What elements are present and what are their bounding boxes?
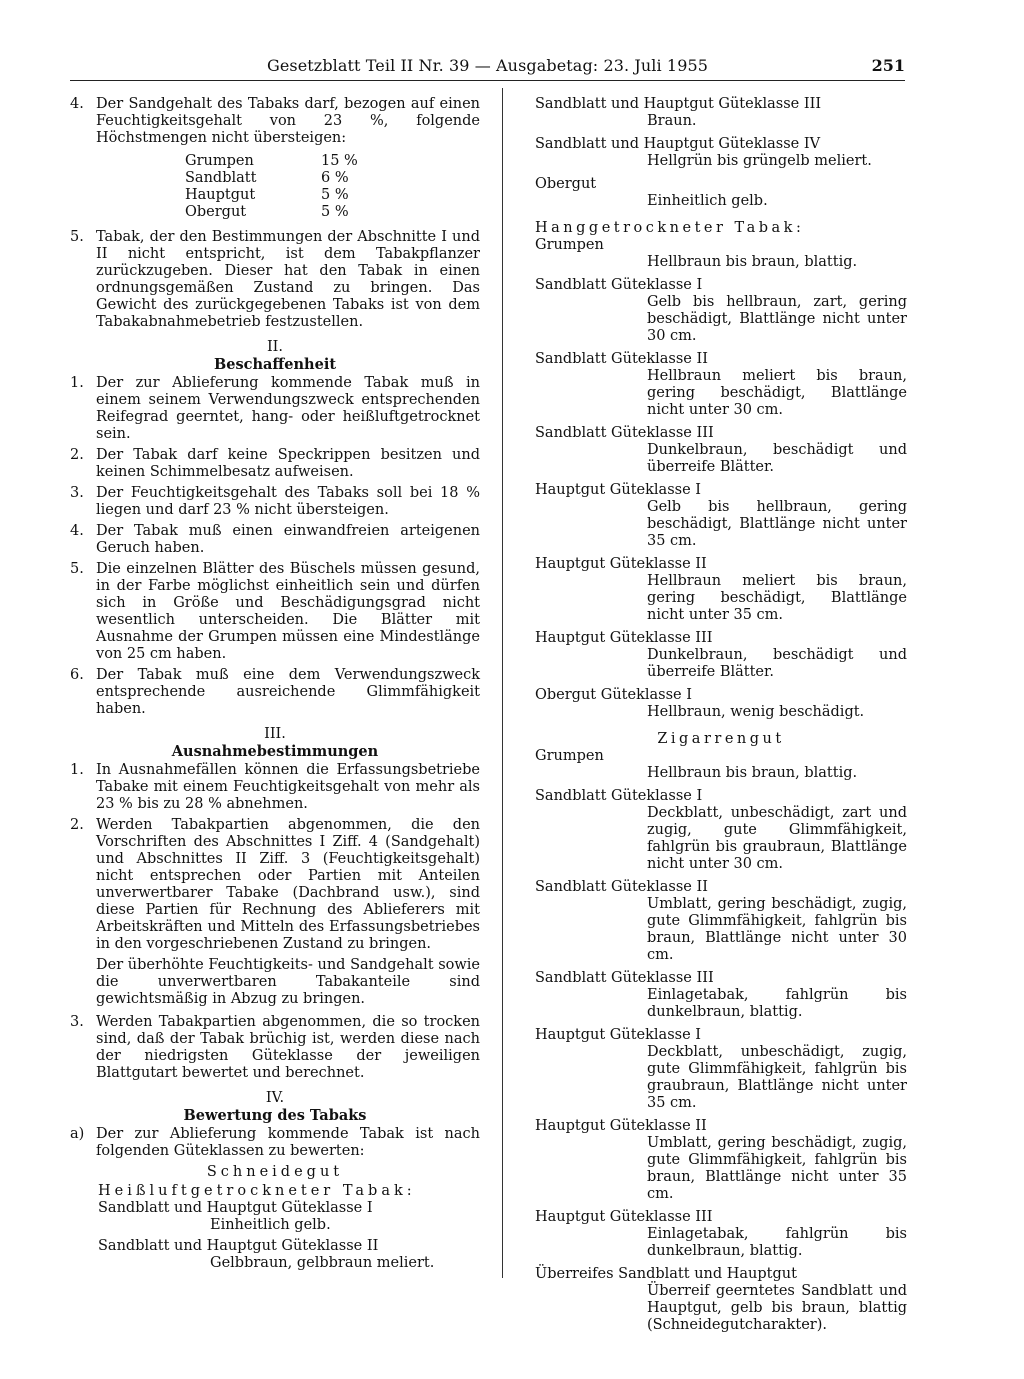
grade-label: Sandblatt Güteklasse I [535,277,703,293]
grade-label: Obergut [535,176,597,192]
grade-description: Dunkelbraun, beschädigt und überreife Blätter. [647,647,907,680]
left-column [70,96,480,1276]
grade-description: Umblatt, gering beschädigt, zugig, gute Glimmfähigkeit, fahlgrün bis braun, Blattlänge nicht unter 30 cm. [647,896,907,963]
grade-label: Hauptgut Güteklasse I [535,1027,701,1043]
section-number: II. [266,339,284,355]
grade-description: Gelbbraun, gelbbraun meliert. [210,1255,435,1271]
list-item [70,447,480,481]
list-item [70,817,480,953]
grade-label: Sandblatt Güteklasse II [535,351,708,367]
grade-label: Hauptgut Güteklasse II [535,556,707,572]
list-item [70,96,480,147]
item-number: 6. [70,667,84,683]
grade-label: Hauptgut Güteklasse II [535,1118,707,1134]
grade-description: Einheitlich gelb. [210,1217,331,1233]
grade-label: Sandblatt und Hauptgut Güteklasse I [98,1200,373,1216]
list-item [70,1014,480,1082]
grade-label: Hauptgut Güteklasse I [535,482,701,498]
limit-value: 5 % [321,204,349,220]
grade-description: Deckblatt, unbeschädigt, zugig, gute Glimmfähigkeit, fahlgrün bis graubraun, Blattlänge nicht unter 35 cm. [647,1044,907,1111]
item-number: 3. [70,485,84,501]
right-column [535,96,907,1340]
item-text: In Ausnahmefällen können die Erfassungsbetriebe Tabake mit einem Feuchtigkeitsgehalt von mehr als 23 % bis zu 28 % abnehmen. [96,762,480,812]
item-number: 1. [70,375,84,391]
item-number: 2. [70,447,84,463]
grade-description: Einlagetabak, fahlgrün bis dunkelbraun, blattig. [647,987,907,1020]
grade-description: Hellbraun, wenig beschädigt. [647,704,865,720]
grade-description: Einheitlich gelb. [647,193,768,209]
page-number: 251 [871,56,905,75]
item-number: 4. [70,523,84,539]
grade-label: Sandblatt Güteklasse III [535,970,714,986]
grade-description: Hellgrün bis grüngelb meliert. [647,153,872,169]
item-number: 3. [70,1014,84,1030]
limit-value: 15 % [321,153,358,169]
item-text: Werden Tabakpartien abgenommen, die den Vorschriften des Abschnittes I Ziff. 4 (Sandgehalt) und Abschnittes II Ziff. 3 (Feuchtigkeitsgehalt) nicht entsprechen oder Partien mit Anteilen unverwertbarer Tabake (Dachbrand usw.), sind diese Partien für Rechnung des Ablieferers mit Arbeitskräften und Mitteln des Erfassungsbetriebes in den vorgeschriebenen Zustand zu bringen. [96,817,480,952]
grade-label: Sandblatt und Hauptgut Güteklasse II [98,1238,379,1254]
list-item [70,762,480,813]
section-title: Ausnahmebestimmungen [171,743,379,760]
item-text: Der zur Ablieferung kommende Tabak ist nach folgenden Güteklassen zu bewerten: [96,1126,480,1159]
list-item [70,667,480,718]
grade-label: Grumpen [535,237,604,253]
subsection-heading: Schneidegut [206,1164,344,1180]
item-number: 2. [70,817,84,833]
grade-label: Sandblatt und Hauptgut Güteklasse IV [535,136,821,152]
section-number: III. [264,726,286,742]
list-item [70,229,480,331]
grade-description: Hellbraun bis braun, blattig. [647,254,858,270]
item-number: 4. [70,96,84,112]
grade-description: Deckblatt, unbeschädigt, zart und zugig, gute Glimmfähigkeit, fahlgrün bis graubraun, Blattlänge nicht unter 30 cm. [647,805,907,872]
limit-label: Obergut [185,204,247,220]
list-item [70,1126,480,1160]
item-number: a) [70,1126,85,1142]
header-title: Gesetzblatt Teil II Nr. 39 — Ausgabetag: 23. Juli 1955 [266,56,709,75]
header-rule [70,80,905,81]
limit-label: Grumpen [185,153,254,169]
grade-label: Sandblatt Güteklasse II [535,879,708,895]
list-item [70,375,480,443]
item-number: 1. [70,762,84,778]
grade-description: Überreif geerntetes Sandblatt und Hauptgut, gelb bis braun, blattig (Schneidegutcharakter). [647,1283,907,1333]
item-number: 5. [70,229,84,245]
section-title: Bewertung des Tabaks [183,1107,367,1124]
item-text: Tabak, der den Bestimmungen der Abschnitte I und II nicht entspricht, ist dem Tabakpflanzer zurückzugeben. Dieser hat den Tabak in einen ordnungsgemäßen Zustand zu bringen. Das Gewicht des zurückgegebenen Tabaks ist von dem Tabakabnahmebetrieb festzustellen. [96,229,480,330]
limit-label: Hauptgut [185,187,256,203]
grade-description: Gelb bis hellbraun, zart, gering beschädigt, Blattlänge nicht unter 30 cm. [647,294,907,344]
grade-description: Braun. [647,113,697,129]
grade-description: Einlagetabak, fahlgrün bis dunkelbraun, blattig. [647,1226,907,1259]
list-item [70,561,480,663]
item-text: Der Tabak muß eine dem Verwendungszweck entsprechende ausreichende Glimmfähigkeit haben. [96,667,480,717]
limit-label: Sandblatt [185,170,257,186]
limit-value: 6 % [321,170,349,186]
grade-label: Grumpen [535,748,604,764]
list-item [70,485,480,519]
column-divider [502,88,503,1278]
item-text: Werden Tabakpartien abgenommen, die so trocken sind, daß der Tabak brüchig ist, werden diese nach der niedrigsten Güteklasse der jeweiligen Blattgutart bewertet und berechnet. [96,1014,480,1081]
item-text: Der Sandgehalt des Tabaks darf, bezogen auf einen Feuchtigkeitsgehalt von 23 %, folgende Höchstmengen nicht übersteigen: [96,96,480,146]
grade-label: Obergut Güteklasse I [535,687,692,703]
item-text: Der Tabak muß einen einwandfreien arteigenen Geruch haben. [96,523,480,556]
item-text: Der Feuchtigkeitsgehalt des Tabaks soll bei 18 % liegen und darf 23 % nicht übersteigen. [96,485,480,518]
grade-label: Sandblatt Güteklasse III [535,425,714,441]
subsection-heading: Heißluftgetrockneter Tabak: [98,1183,416,1199]
list-item [70,523,480,557]
subsection-heading: Zigarrengut [657,731,785,747]
grade-label: Hauptgut Güteklasse III [535,1209,713,1225]
grade-description: Hellbraun meliert bis braun, gering beschädigt, Blattlänge nicht unter 30 cm. [647,368,907,418]
grade-label: Hauptgut Güteklasse III [535,630,713,646]
item-text: Der Tabak darf keine Speckrippen besitzen und keinen Schimmelbesatz aufweisen. [96,447,480,480]
item-text: Die einzelnen Blätter des Büschels müssen gesund, in der Farbe möglichst einheitlich sein und dürfen sich in Größe und Beschädigungsgrad nicht wesentlich unterscheiden. Die Blätter mit Ausnahme der Grumpen müssen eine Mindestlänge von 25 cm haben. [96,561,480,662]
grade-label: Sandblatt und Hauptgut Güteklasse III [535,96,822,112]
grade-description: Hellbraun meliert bis braun, gering beschädigt, Blattlänge nicht unter 35 cm. [647,573,907,623]
item-text: Der zur Ablieferung kommende Tabak muß in einem seinem Verwendungszweck entsprechenden Reifegrad geerntet, hang- oder heißluftgetrocknet sein. [96,375,480,442]
item-number: 5. [70,561,84,577]
grade-label: Sandblatt Güteklasse I [535,788,703,804]
limit-value: 5 % [321,187,349,203]
grade-description: Gelb bis hellbraun, gering beschädigt, Blattlänge nicht unter 35 cm. [647,499,907,549]
sand-limit-table [185,153,480,221]
subsection-heading: Hanggetrockneter Tabak: [535,220,805,236]
grade-description: Hellbraun bis braun, blattig. [647,765,858,781]
paragraph: Der überhöhte Feuchtigkeits- und Sandgehalt sowie die unverwertbaren Tabakanteile sind gewichtsmäßig in Abzug zu bringen. [96,957,480,1007]
grade-description: Dunkelbraun, beschädigt und überreife Blätter. [647,442,907,475]
section-title: Beschaffenheit [213,356,337,373]
grade-description: Umblatt, gering beschädigt, zugig, gute Glimmfähigkeit, fahlgrün bis braun, Blattlänge nicht unter 35 cm. [647,1135,907,1202]
grade-label: Überreifes Sandblatt und Hauptgut [535,1266,797,1282]
section-number: IV. [265,1090,285,1106]
